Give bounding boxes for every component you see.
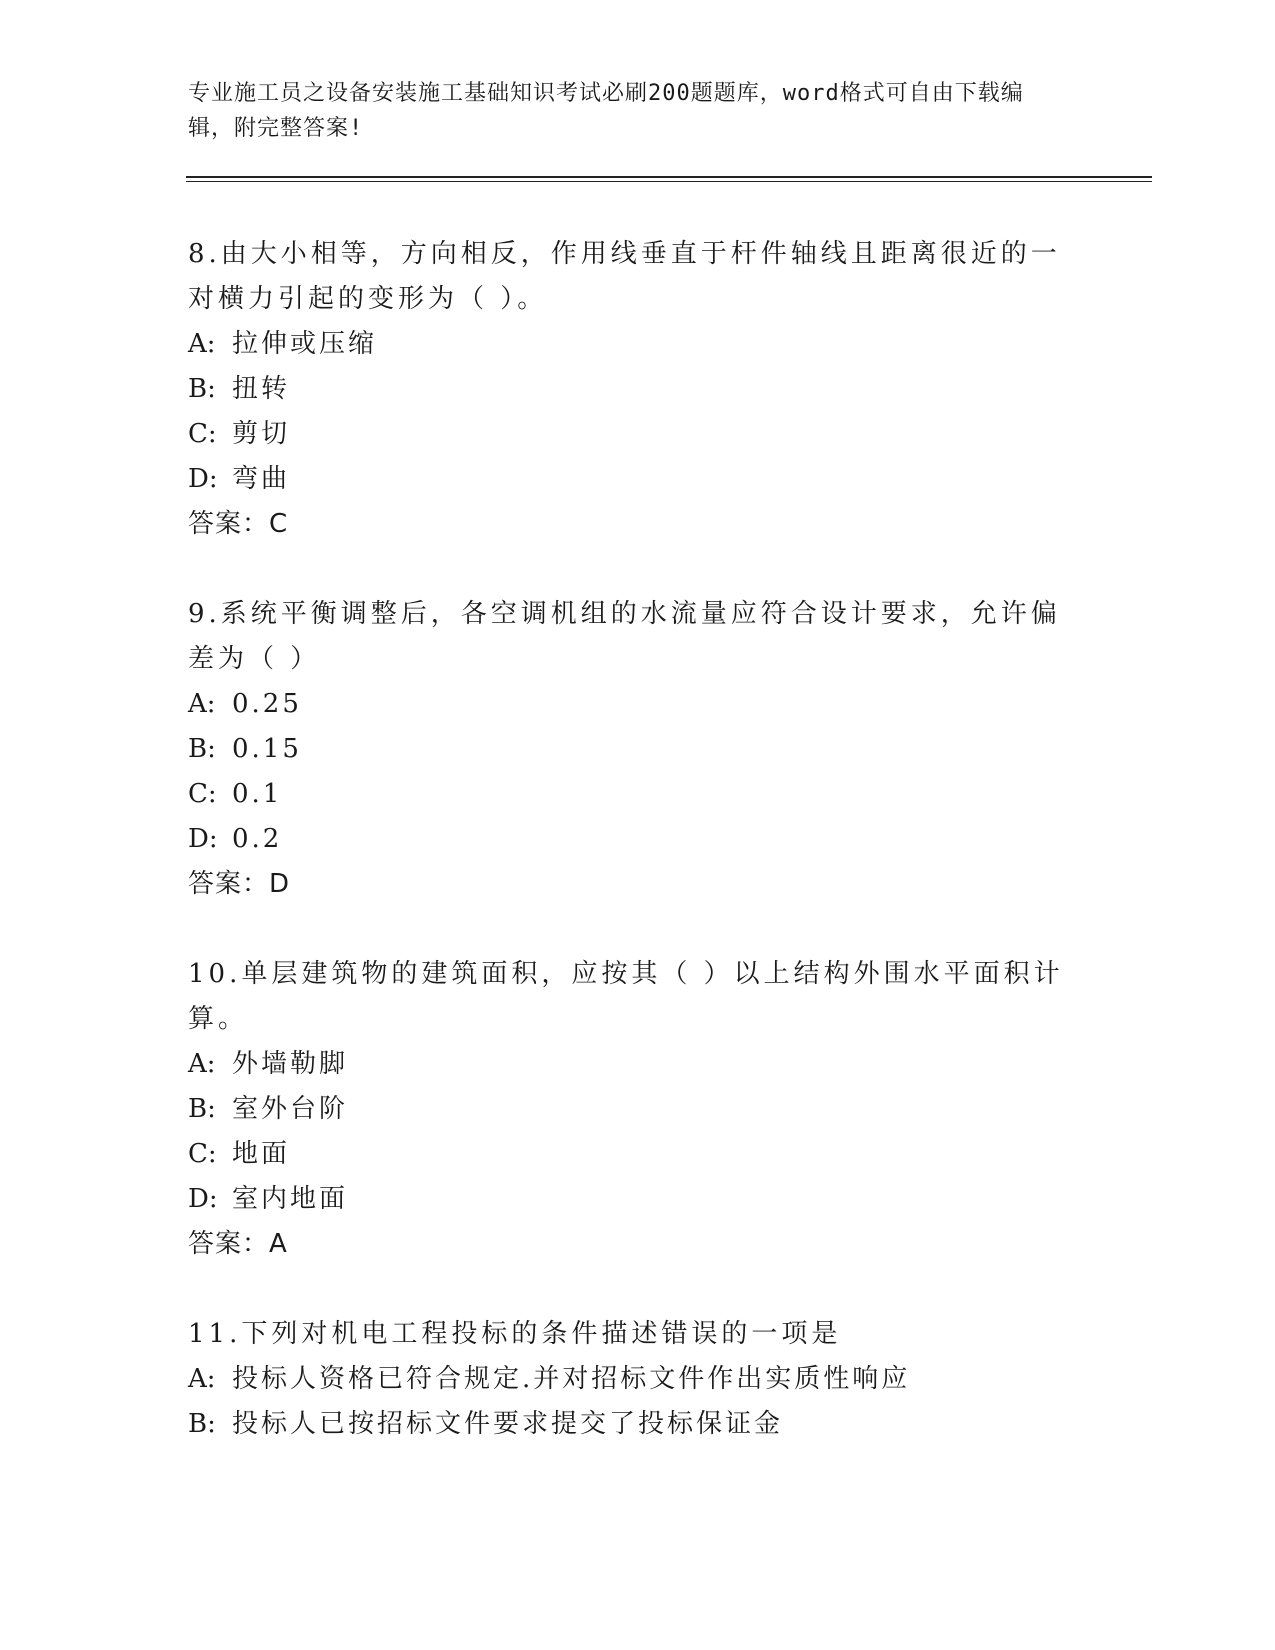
header-divider-thin: [186, 181, 1152, 182]
option-letter: D:: [188, 1184, 218, 1214]
document-header: 专业施工员之设备安装施工基础知识考试必刷200题题库，word格式可自由下载编辑，附完整答案!: [188, 81, 1024, 141]
option-c: [188, 412, 1068, 457]
option-letter: C:: [188, 1139, 217, 1169]
option-text: 0.15: [232, 734, 302, 764]
question-stem: 11.下列对机电工程投标的条件描述错误的一项是: [188, 1319, 842, 1349]
option-letter: B:: [188, 734, 216, 764]
question-10: [188, 952, 1068, 1267]
option-letter: B:: [188, 1094, 216, 1124]
option-text: 0.25: [232, 689, 302, 719]
option-letter: D:: [188, 464, 218, 494]
answer-line: 答案：A: [188, 1229, 288, 1259]
option-text: 剪切: [232, 419, 291, 449]
option-text: 室内地面: [232, 1184, 349, 1214]
option-d: [188, 817, 1068, 862]
option-d: [188, 457, 1068, 502]
option-letter: A:: [188, 329, 216, 359]
header-divider: [186, 176, 1152, 178]
option-letter: D:: [188, 824, 218, 854]
option-b: [188, 1402, 1068, 1447]
question-stem: 8.由大小相等，方向相反，作用线垂直于杆件轴线且距离很近的一对横力引起的变形为（ ）。: [188, 239, 1061, 314]
option-letter: B:: [188, 374, 216, 404]
option-b: [188, 727, 1068, 772]
answer-line: 答案：D: [188, 869, 291, 899]
option-letter: A:: [188, 689, 216, 719]
question-stem: 9.系统平衡调整后，各空调机组的水流量应符合设计要求，允许偏差为（ ）: [188, 599, 1061, 674]
option-b: [188, 1087, 1068, 1132]
question-11: [188, 1312, 1068, 1447]
option-letter: A:: [188, 1364, 216, 1394]
option-text: 0.1: [232, 779, 283, 809]
option-letter: A:: [188, 1049, 216, 1079]
option-b: [188, 367, 1068, 412]
option-text: 拉伸或压缩: [232, 329, 378, 359]
option-a: [188, 682, 1068, 727]
option-a: [188, 1042, 1068, 1087]
option-text: 扭转: [232, 374, 291, 404]
question-8: [188, 232, 1068, 547]
option-text: 地面: [232, 1139, 291, 1169]
option-letter: B:: [188, 1409, 216, 1439]
option-text: 0.2: [232, 824, 283, 854]
answer-line: 答案：C: [188, 509, 289, 539]
option-c: [188, 772, 1068, 817]
question-9: [188, 592, 1068, 907]
option-text: 外墙勒脚: [232, 1049, 349, 1079]
option-text: 弯曲: [232, 464, 291, 494]
option-text: 室外台阶: [232, 1094, 349, 1124]
option-c: [188, 1132, 1068, 1177]
option-letter: C:: [188, 419, 217, 449]
option-text: 投标人资格已符合规定.并对招标文件作出实质性响应: [232, 1364, 911, 1394]
question-list: [188, 232, 1068, 1492]
option-a: [188, 1357, 1068, 1402]
option-d: [188, 1177, 1068, 1222]
option-text: 投标人已按招标文件要求提交了投标保证金: [232, 1409, 784, 1439]
option-a: [188, 322, 1068, 367]
question-stem: 10.单层建筑物的建筑面积，应按其（ ）以上结构外围水平面积计算。: [188, 959, 1064, 1034]
option-letter: C:: [188, 779, 217, 809]
